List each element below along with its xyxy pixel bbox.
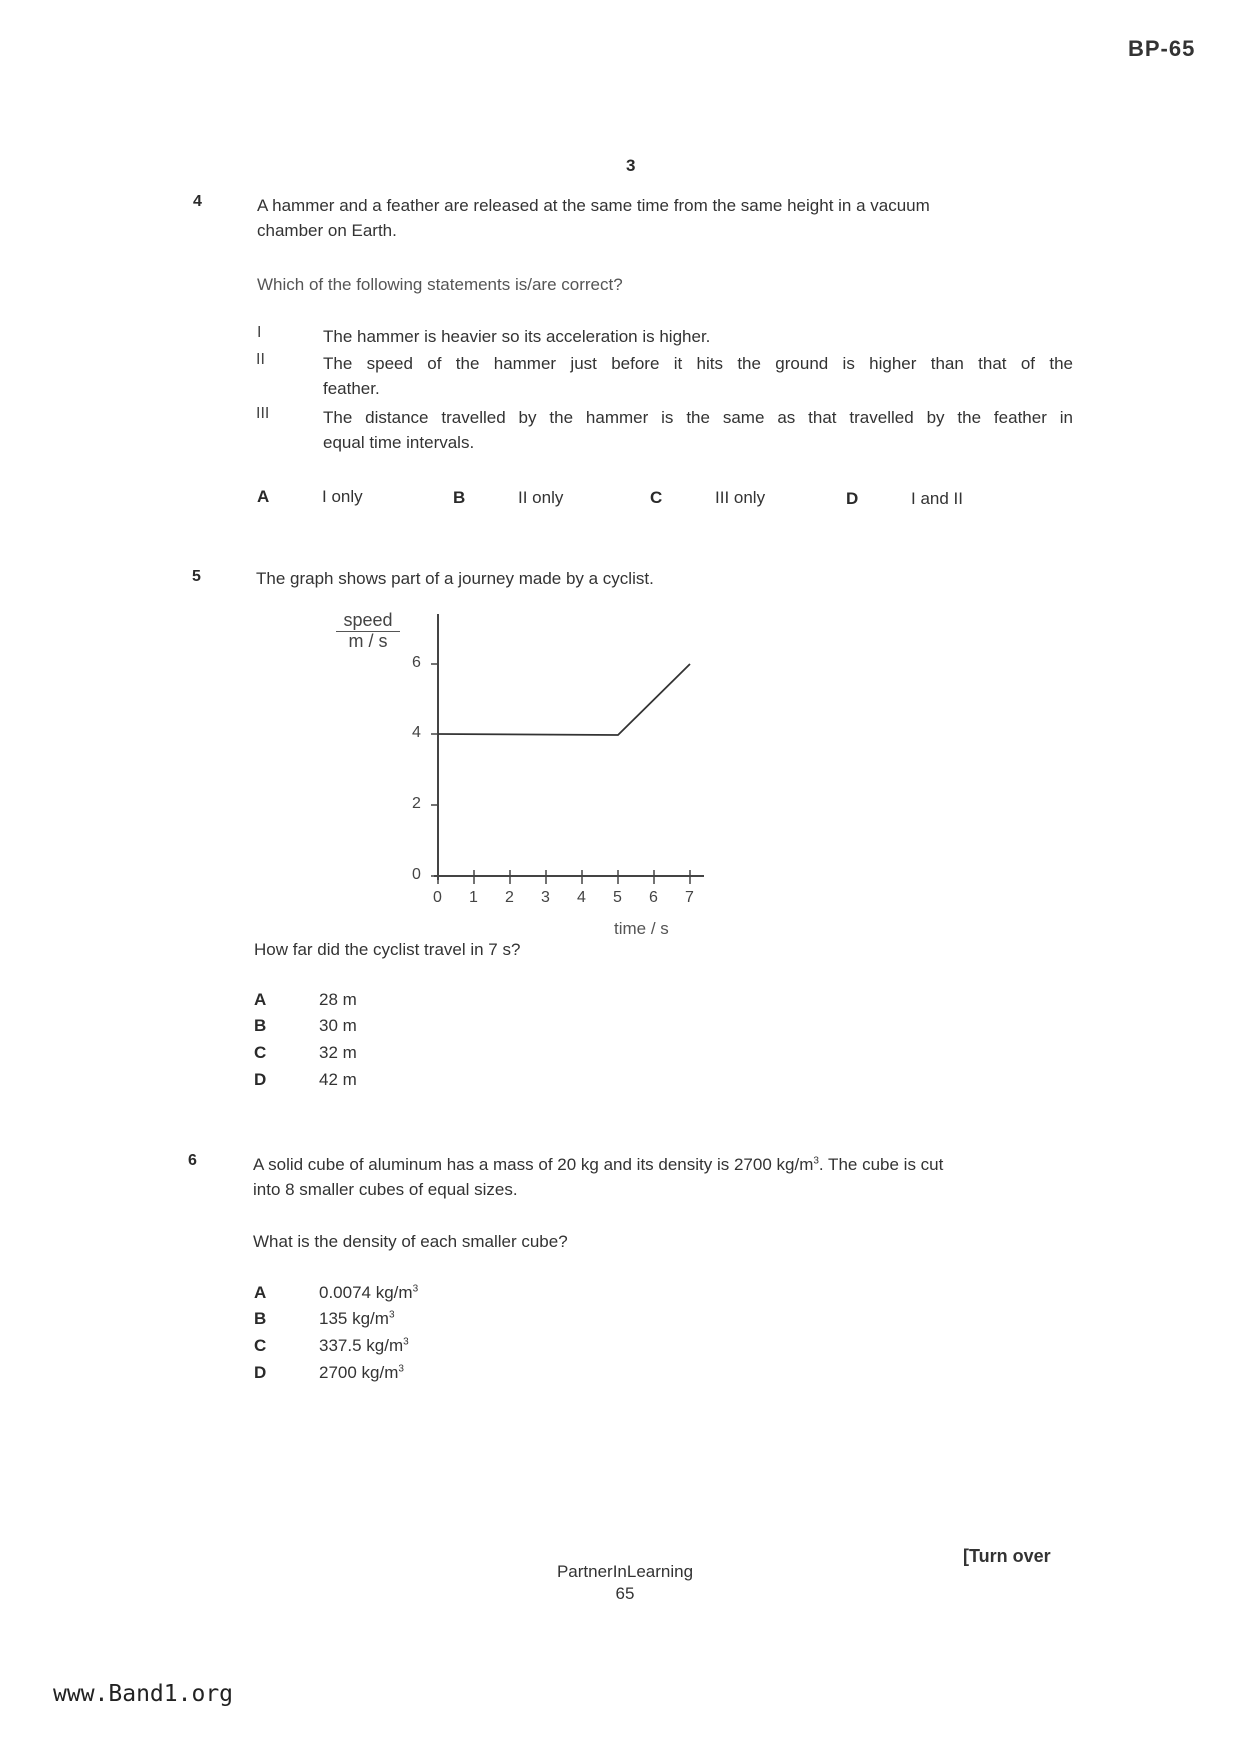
x-tick-label: 4 bbox=[577, 889, 586, 906]
y-tick-label: 0 bbox=[412, 866, 421, 883]
option-letter: D bbox=[254, 1070, 267, 1089]
y-axis-label bbox=[336, 611, 400, 651]
superscript: 3 bbox=[813, 1155, 819, 1167]
x-tick-label: 7 bbox=[685, 889, 694, 906]
stem-text: . The cube is cut bbox=[818, 1155, 944, 1174]
option-value: 337.5 kg/m bbox=[319, 1336, 404, 1355]
statement-numeral: III bbox=[256, 405, 270, 422]
question-number: 4 bbox=[193, 193, 202, 210]
x-tick-label: 0 bbox=[433, 889, 442, 906]
option-letter: C bbox=[254, 1336, 267, 1355]
superscript: 3 bbox=[412, 1283, 419, 1295]
option-letter: A bbox=[254, 1283, 267, 1302]
y-tick-label: 4 bbox=[412, 724, 421, 741]
x-tick-label: 2 bbox=[505, 889, 514, 906]
option-text bbox=[319, 1363, 404, 1383]
x-axis-label: time / s bbox=[614, 919, 669, 938]
paper-code: BP-65 bbox=[1128, 36, 1196, 61]
option-text: I and II bbox=[911, 489, 963, 508]
question-stem: The graph shows part of a journey made by a cyclist. bbox=[256, 569, 654, 588]
y-tick-label: 6 bbox=[412, 654, 421, 671]
option-letter: B bbox=[254, 1309, 267, 1328]
x-tick-label: 5 bbox=[613, 889, 622, 906]
footer-page-number: 65 bbox=[615, 1584, 635, 1603]
x-tick-label: 3 bbox=[541, 889, 550, 906]
page-number: 3 bbox=[626, 156, 636, 175]
statement-text: The speed of the hammer just before it hits the ground is higher than that of the bbox=[323, 354, 1073, 373]
stem-line bbox=[253, 1152, 1073, 1177]
question-prompt: Which of the following statements is/are correct? bbox=[257, 275, 623, 294]
x-tick-label: 1 bbox=[469, 889, 478, 906]
option-text: 28 m bbox=[319, 990, 357, 1009]
footer-publisher bbox=[525, 1561, 725, 1605]
option-letter: C bbox=[254, 1043, 267, 1062]
stem-line: chamber on Earth. bbox=[257, 221, 397, 240]
statement-text: The distance travelled by the hammer is the same as that travelled by the feather in bbox=[323, 408, 1073, 427]
option-letter: B bbox=[453, 488, 466, 507]
stem-line: into 8 smaller cubes of equal sizes. bbox=[253, 1180, 518, 1199]
y-axis-label-quantity: speed bbox=[336, 611, 400, 632]
statement-numeral: I bbox=[257, 324, 262, 341]
question-number: 5 bbox=[192, 568, 201, 585]
question-prompt: How far did the cyclist travel in 7 s? bbox=[254, 940, 521, 959]
superscript: 3 bbox=[403, 1336, 409, 1348]
option-value: 135 kg/m bbox=[319, 1309, 389, 1328]
y-tick-label: 2 bbox=[412, 795, 421, 812]
website-watermark: www.Band1.org bbox=[53, 1681, 234, 1707]
option-text bbox=[319, 1309, 395, 1329]
speed-line bbox=[438, 664, 690, 735]
y-axis-label-unit: m / s bbox=[348, 631, 388, 651]
stem-line: A hammer and a feather are released at the same time from the same height in a vacuum bbox=[257, 196, 930, 215]
option-letter: A bbox=[257, 487, 270, 506]
option-value: 0.0074 kg/m bbox=[319, 1283, 413, 1302]
statement-numeral: II bbox=[256, 351, 265, 368]
option-letter: D bbox=[254, 1363, 267, 1382]
option-text bbox=[319, 1283, 418, 1303]
option-text bbox=[319, 1336, 409, 1356]
x-tick-label: 6 bbox=[649, 889, 658, 906]
option-value: 2700 kg/m bbox=[319, 1363, 399, 1382]
publisher-name: PartnerInLearning bbox=[556, 1562, 694, 1581]
option-letter: A bbox=[254, 990, 267, 1009]
question-stem bbox=[257, 193, 1072, 243]
option-text: I only bbox=[322, 487, 363, 506]
question-prompt: What is the density of each smaller cube? bbox=[253, 1232, 568, 1251]
option-text: II only bbox=[518, 488, 564, 507]
option-text: 30 m bbox=[319, 1016, 357, 1035]
statement-text: equal time intervals. bbox=[323, 433, 475, 452]
option-letter: D bbox=[846, 489, 859, 508]
superscript: 3 bbox=[388, 1309, 395, 1321]
stem-text: A solid cube of aluminum has a mass of 20 kg and its density is 2700 kg/m bbox=[253, 1155, 814, 1174]
statement-text: feather. bbox=[323, 379, 380, 398]
superscript: 3 bbox=[398, 1363, 404, 1375]
graph-plot bbox=[420, 600, 720, 900]
turn-over-note: [Turn over bbox=[963, 1546, 1051, 1566]
option-text: 42 m bbox=[319, 1070, 357, 1089]
question-stem bbox=[253, 1152, 1073, 1202]
option-letter: B bbox=[254, 1016, 267, 1035]
question-number: 6 bbox=[188, 1152, 197, 1169]
option-text: 32 m bbox=[319, 1043, 357, 1062]
option-letter: C bbox=[650, 488, 663, 507]
statement-text: The hammer is heavier so its acceleration is higher. bbox=[323, 327, 711, 346]
option-text: III only bbox=[715, 488, 766, 507]
